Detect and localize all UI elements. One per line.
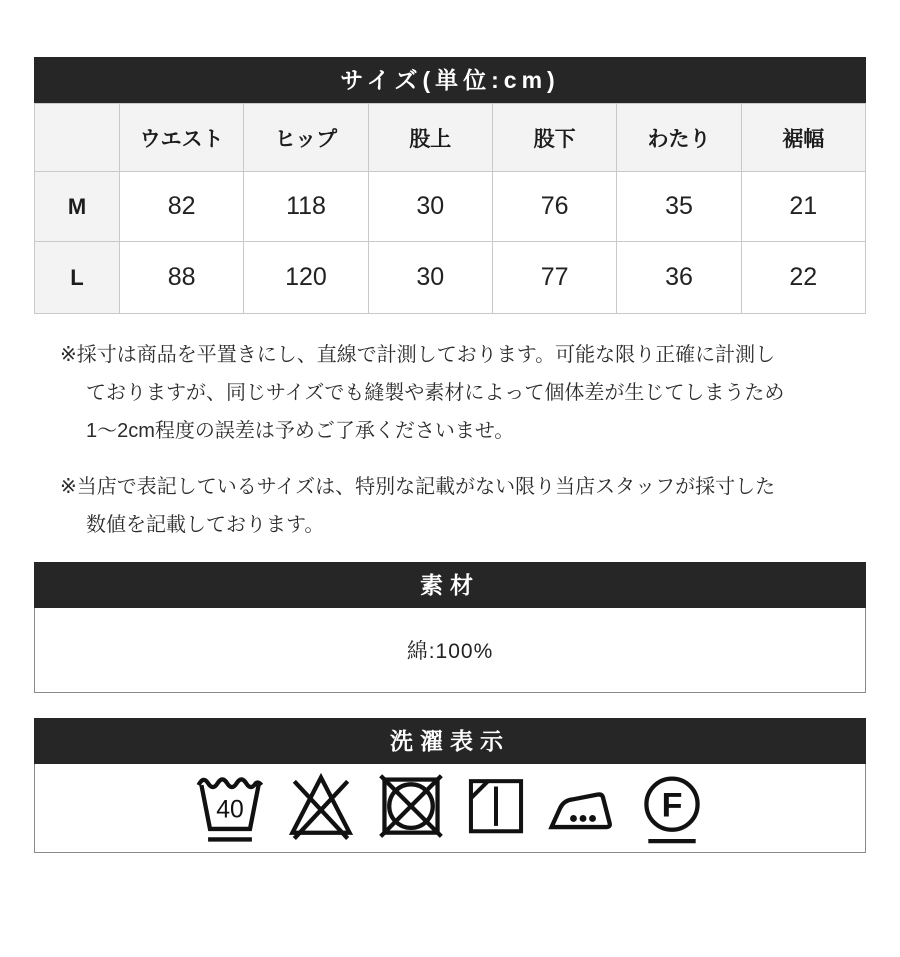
line-dry-in-shade-icon	[462, 768, 530, 848]
note-staff-measured	[34, 468, 866, 544]
cell-l-waist: 88	[120, 242, 244, 314]
cell-m-waist: 82	[120, 172, 244, 242]
cell-m-hip: 118	[244, 172, 368, 242]
cell-l-inseam: 77	[492, 242, 616, 314]
cell-m-hem: 21	[741, 172, 865, 242]
size-table	[34, 103, 866, 314]
product-spec-image	[34, 57, 866, 853]
laundry-section	[34, 718, 866, 853]
row-label-l: L	[35, 242, 120, 314]
note-line: 1〜2cm程度の誤差は予めご了承くださいませ。	[86, 420, 515, 442]
material-value: 綿:100%	[406, 640, 494, 663]
column-header-hip: ヒップ	[244, 104, 368, 172]
material-section	[34, 562, 866, 693]
note-line: 数値を記載しております。	[86, 514, 325, 536]
material-section-title: 素材	[34, 562, 866, 608]
cell-l-hip: 120	[244, 242, 368, 314]
cell-m-rise: 30	[368, 172, 492, 242]
note-measurement-tolerance	[34, 336, 866, 450]
cell-m-thigh: 35	[617, 172, 741, 242]
cell-l-rise: 30	[368, 242, 492, 314]
measurement-notes	[34, 336, 866, 544]
column-header-thigh: わたり	[617, 104, 741, 172]
cell-l-hem: 22	[741, 242, 865, 314]
laundry-body	[34, 764, 866, 853]
column-header-rise: 股上	[368, 104, 492, 172]
size-table-header-row	[35, 104, 866, 172]
material-body	[34, 608, 866, 693]
column-header-waist: ウエスト	[120, 104, 244, 172]
cell-l-thigh: 36	[617, 242, 741, 314]
table-row-size-m	[35, 172, 866, 242]
note-line: ておりますが、同じサイズでも縫製や素材によって個体差が生じてしまうため	[86, 382, 785, 404]
size-table-corner-cell	[35, 104, 120, 172]
dry-clean-f-icon	[636, 768, 708, 848]
do-not-bleach-icon	[282, 768, 360, 848]
wash-40-icon	[193, 768, 267, 848]
svg-text:40: 40	[215, 796, 244, 824]
laundry-section-title: 洗濯表示	[34, 718, 866, 764]
column-header-inseam: 股下	[492, 104, 616, 172]
cell-m-inseam: 76	[492, 172, 616, 242]
column-header-hem: 裾幅	[741, 104, 865, 172]
size-section-title: サイズ(単位:cm)	[34, 57, 866, 103]
do-not-tumble-dry-icon	[375, 768, 447, 848]
note-line: ※採寸は商品を平置きにし、直線で計測しております。可能な限り正確に計測し	[60, 344, 776, 366]
table-row-size-l	[35, 242, 866, 314]
iron-high-icon	[545, 768, 621, 848]
note-line: ※当店で表記しているサイズは、特別な記載がない限り当店スタッフが採寸した	[60, 476, 776, 498]
size-section	[34, 57, 866, 314]
svg-text:F: F	[661, 786, 682, 825]
row-label-m: M	[35, 172, 120, 242]
